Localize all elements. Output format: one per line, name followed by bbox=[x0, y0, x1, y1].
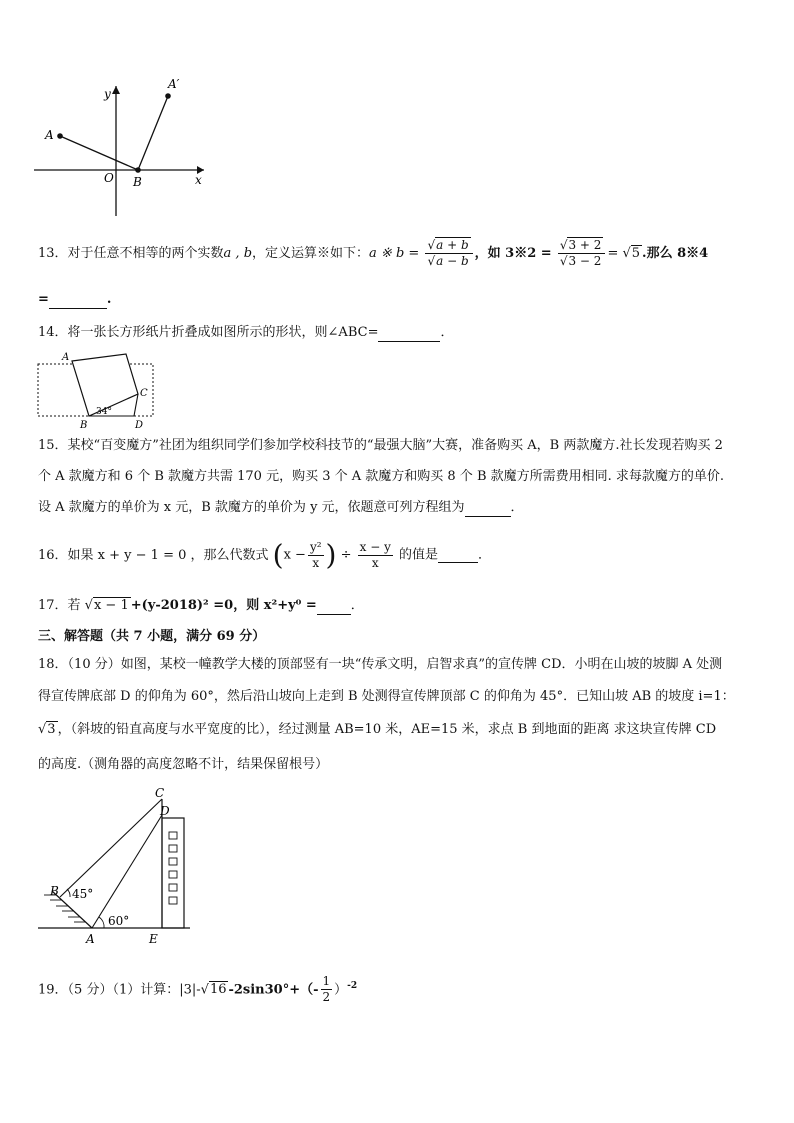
label-b: B bbox=[133, 175, 142, 189]
svg-text:A: A bbox=[86, 932, 95, 946]
svg-text:B: B bbox=[50, 884, 59, 898]
answer-blank-16[interactable] bbox=[438, 548, 478, 563]
question-18-line3: √3 ，（斜坡的铅直高度与水平宽度的比），经过测量 AB=10 米，AE=15 米，求点 B 到地面的距离 求这块宣传牌 CD bbox=[38, 722, 717, 737]
svg-text:60°: 60° bbox=[108, 914, 130, 928]
building-slope-figure bbox=[34, 785, 194, 947]
answer-blank-15[interactable] bbox=[465, 502, 511, 517]
question-15-line2: 个 A 款魔方和 6 个 B 款魔方共需 170 元，购买 3 个 A 款魔方和购买 8 个 B 款魔方所需费用相同. 求每款魔方的单价. bbox=[38, 469, 725, 484]
label-a: A bbox=[45, 128, 54, 142]
folded-paper-figure bbox=[34, 348, 164, 430]
label-y: y bbox=[104, 87, 111, 101]
label-a-prime: A′ bbox=[168, 77, 180, 91]
section-title: 三、解答题（共 7 小题，满分 69 分） bbox=[38, 629, 266, 644]
svg-text:D: D bbox=[160, 804, 170, 818]
question-17: 17．若 √x − 1 +(y-2018)² =0，则 x²+y⁰ = ． bbox=[38, 598, 364, 613]
svg-text:C: C bbox=[140, 388, 148, 399]
question-18-line1: 18．（10 分）如图，某校一幢教学大楼的顶部竖有一块“传承文明，启智求真”的宣传牌 CD．小明在山坡的坡脚 A 处测 bbox=[38, 657, 723, 672]
question-18-line4: 的高度.（测角器的高度忽略不计，结果保留根号） bbox=[38, 757, 329, 772]
question-19: 19．（5 分）（1）计算：|3|-√16 -2sin30°+（- $\frac{1}{2}$ ）$^{-2}$ bbox=[38, 974, 358, 1005]
fraction-example: $\frac{√3 + 2}{√3 - 2}$ bbox=[558, 238, 606, 269]
question-15-line3: 设 A 款魔方的单价为 x 元，B 款魔方的单价为 y 元，依题意可列方程组为 ． bbox=[38, 500, 524, 515]
svg-text:B: B bbox=[80, 420, 88, 430]
question-15-line1: 15．某校“百变魔方”社团为组织同学们参加学校科技节的“最强大脑”大赛，准备购买 A，B 两款魔方.社长发现若购买 2 bbox=[38, 438, 723, 453]
question-16: 16．如果 x + y − 1 = 0 ，那么代数式 (x − $\frac{\text{y²}}{x}$ ) ÷ $\frac{x - y}{x}$ 的值是 ． bbox=[38, 538, 492, 572]
coordinate-figure bbox=[34, 76, 214, 218]
svg-text:A: A bbox=[62, 352, 70, 363]
svg-text:C: C bbox=[155, 786, 165, 800]
answer-blank-14[interactable] bbox=[378, 327, 440, 342]
svg-text:D: D bbox=[135, 420, 144, 430]
label-o: O bbox=[104, 171, 114, 185]
answer-blank-17[interactable] bbox=[317, 600, 351, 615]
fraction-definition: $\frac{√a + b}{√a - b}$ bbox=[425, 238, 472, 269]
svg-text:34°: 34° bbox=[96, 407, 112, 417]
label-x: x bbox=[195, 173, 202, 187]
question-13-line2: = . bbox=[38, 292, 112, 307]
answer-blank-13[interactable] bbox=[49, 294, 107, 309]
svg-text:E: E bbox=[149, 932, 158, 946]
question-14: 14．将一张长方形纸片折叠成如图所示的形状，则∠ABC= ． bbox=[38, 325, 454, 340]
question-13: 13．对于任意不相等的两个实数a , b，定义运算※如下：a ※ b = $\frac{√a + b}{√a - b}$ ，如 3※2 = $\frac{√3 + 2}{√3 - 2}$ = √5 .那么 8※4 bbox=[38, 238, 709, 268]
svg-text:45°: 45° bbox=[72, 887, 94, 901]
question-18-line2: 得宣传牌底部 D 的仰角为 60°，然后沿山坡向上走到 B 处测得宣传牌顶部 C 的仰角为 45°．已知山坡 AB 的坡度 i=1： bbox=[38, 689, 735, 704]
